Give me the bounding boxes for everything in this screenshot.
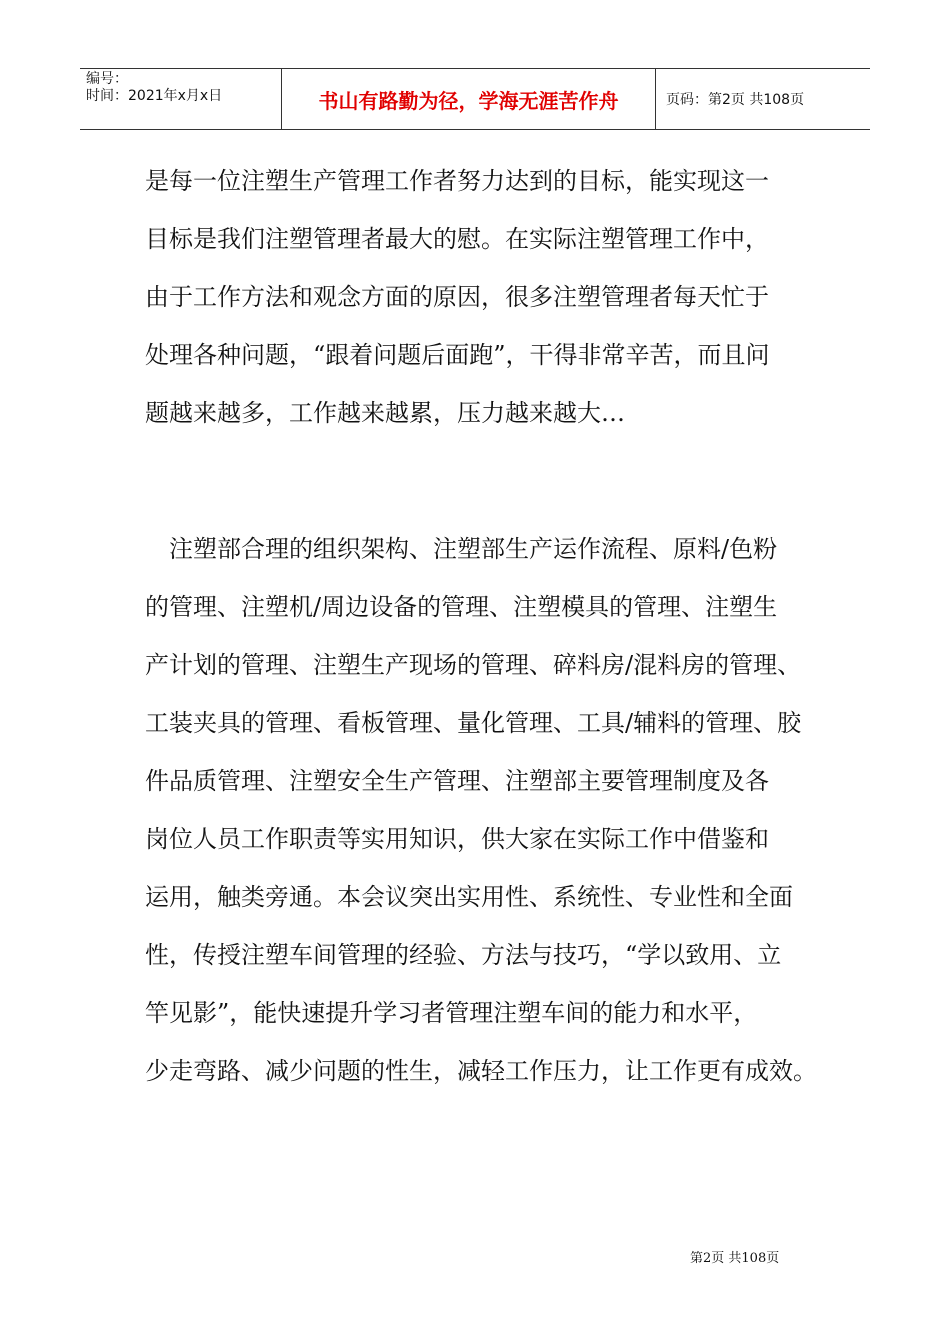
header-motto: 书山有路勤为径，学海无涯苦作舟 bbox=[282, 69, 656, 129]
paragraph-2 bbox=[145, 520, 825, 1100]
text-line: 注塑部合理的组织架构、注塑部生产运作流程、原料/色粉 bbox=[145, 535, 778, 563]
text-line: 性，传授注塑车间管理的经验、方法与技巧，“学以致用、立 bbox=[145, 941, 782, 969]
document-number-label: 编号： bbox=[86, 71, 128, 87]
text-line: 是每一位注塑生产管理工作者努力达到的目标，能实现这一 bbox=[145, 167, 769, 195]
text-line: 竿见影”，能快速提升学习者管理注塑车间的能力和水平， bbox=[145, 999, 758, 1027]
text-line: 的管理、注塑机/周边设备的管理、注塑模具的管理、注塑生 bbox=[145, 593, 778, 621]
page-header bbox=[80, 68, 870, 130]
document-date: 时间：2021年x月x日 bbox=[86, 88, 223, 104]
text-line: 少走弯路、减少问题的性生，减轻工作压力，让工作更有成效。 bbox=[145, 1057, 817, 1085]
page-footer: 第2页 共108页 bbox=[690, 1251, 780, 1266]
header-page-info: 页码：第2页 共108页 bbox=[666, 92, 805, 108]
text-line: 运用，触类旁通。本会议突出实用性、系统性、专业性和全面 bbox=[145, 883, 793, 911]
paragraph-1 bbox=[145, 152, 825, 442]
text-line: 产计划的管理、注塑生产现场的管理、碎料房/混料房的管理、 bbox=[145, 651, 802, 679]
text-line: 题越来越多，工作越来越累，压力越来越大… bbox=[145, 399, 625, 427]
header-meta bbox=[80, 69, 282, 129]
text-line: 由于工作方法和观念方面的原因，很多注塑管理者每天忙于 bbox=[145, 283, 769, 311]
text-line: 目标是我们注塑管理者最大的慰。在实际注塑管理工作中， bbox=[145, 225, 769, 253]
text-line: 岗位人员工作职责等实用知识，供大家在实际工作中借鉴和 bbox=[145, 825, 769, 853]
text-line: 处理各种问题，“跟着问题后面跑”，干得非常辛苦，而且问 bbox=[145, 341, 770, 369]
text-line: 工装夹具的管理、看板管理、量化管理、工具/辅料的管理、胶 bbox=[145, 709, 802, 737]
text-line: 件品质管理、注塑安全生产管理、注塑部主要管理制度及各 bbox=[145, 767, 769, 795]
